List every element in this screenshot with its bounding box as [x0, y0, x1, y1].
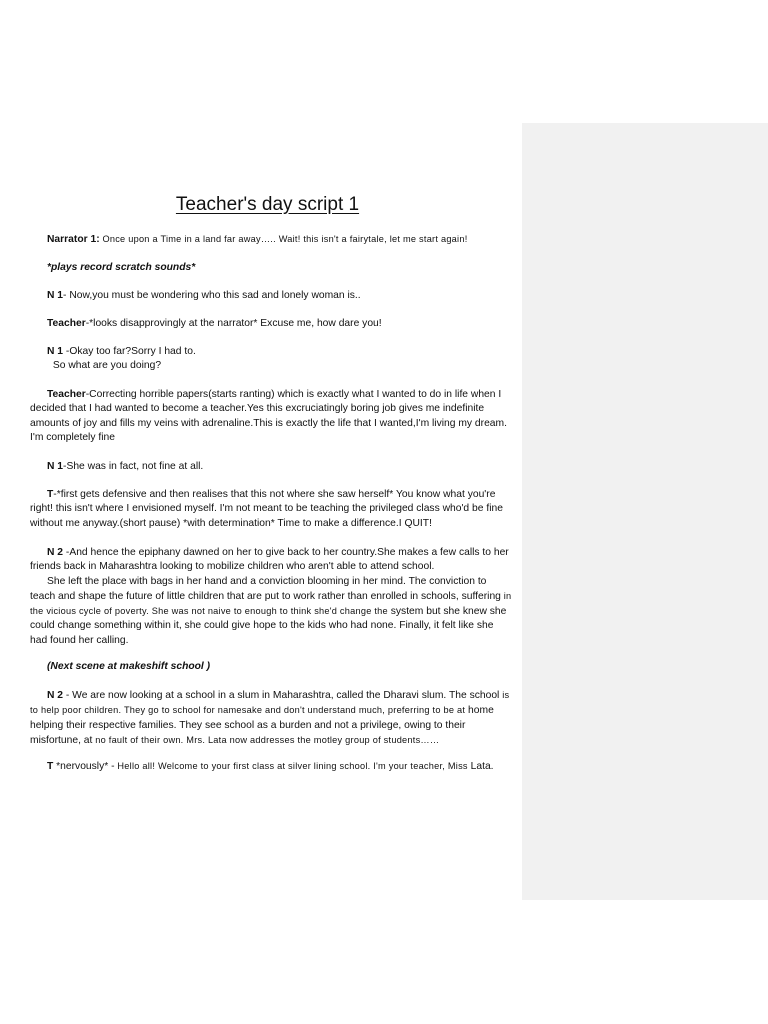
- speaker-label: N 1: [47, 290, 64, 301]
- paragraph-text: *nervously* -: [53, 761, 118, 772]
- paragraph-stage-direction: [30, 261, 512, 275]
- paragraph-text: -She was in fact, not fine at all.: [63, 461, 204, 472]
- paragraph-text: -Correcting horrible papers(starts ranting) which is exactly what I wanted to do in life when I decided that I had wanted to become a teacher.Yes this excruciatingly boring job gives me indefinite amounts of joy and fills my veins with adrenaline.This is exactly the life that I wanted,I'm living my dream. I'm completely fine: [30, 389, 507, 443]
- paragraph-n1-not-fine: [30, 460, 512, 474]
- paragraph-text: -*first gets defensive and then realises that this not where she saw herself* You know what you're right! this isn't where I envisioned myself. I'm not meant to be teaching the privileged class who'd be fine without me anyway.(short pause) *with determination* Time to make a difference.I QUIT!: [30, 489, 503, 529]
- comment-pane: [522, 123, 768, 900]
- paragraph-n2-school: [30, 688, 512, 748]
- speaker-label: N 1: [47, 346, 64, 357]
- speaker-label: Teacher: [47, 389, 86, 400]
- paragraph-text: -*looks disapprovingly at the narrator* Excuse me, how dare you!: [85, 318, 382, 329]
- paragraph-teacher-rant: [30, 388, 512, 445]
- paragraph-text: - Now,you must be wondering who this sad and lonely woman is..: [63, 290, 361, 301]
- paragraph-text: -Okay too far?Sorry I had to.: [63, 346, 196, 357]
- paragraph-text-part4: system but she knew she could change something within it, she could give hope to the kids who had none. Finally, it felt like she had found her calling.: [30, 606, 507, 646]
- paragraph-text-part2: Hello all! Welcome to your first class at silver lining school. I'm your teacher, Miss: [117, 761, 468, 771]
- paragraph-n2-epiphany: [30, 546, 512, 648]
- paragraph-text-part3: in the vicious cycle of poverty. She was not naive to enough to think she'd change the: [30, 590, 512, 617]
- paragraph-narrator-1: [30, 232, 512, 247]
- speaker-label: N 2: [47, 690, 64, 701]
- paragraph-text-part2: is to help poor children. They go to school for namesake and don't understand much, preferring to be at: [30, 690, 510, 716]
- paragraph-text: Once upon a Time in a land far away….. Wait! this isn't a fairytale, let me start again!: [99, 234, 468, 244]
- speaker-label: N 1: [47, 461, 64, 472]
- speaker-label: N 2: [47, 547, 64, 558]
- speaker-label: T: [47, 761, 54, 772]
- stage-direction-text: (Next scene at makeshift school ): [47, 661, 211, 672]
- paragraph-text-part3: Lata.: [467, 761, 494, 772]
- document-title: Teacher's day script 1: [175, 194, 360, 215]
- paragraph-text-part4: no fault of their own. Mrs. Lata now addresses the motley group of students……: [95, 734, 440, 745]
- paragraph-teacher-welcome: [30, 759, 512, 774]
- stage-direction-text: *plays record scratch sounds*: [47, 262, 196, 273]
- paragraph-teacher-1: [30, 317, 512, 331]
- paragraph-n1-intro: [30, 289, 512, 303]
- paragraph-text: -And hence the epiphany dawned on her to give back to her country.She makes a few calls to her friends back in Maharashtra looking to mobilize children who aren't able to attend school.: [30, 547, 509, 573]
- speaker-label: T: [47, 489, 54, 500]
- paragraph-text-part3: home helping their respective families. They see school as a burden and not a privilege, owing to their misfortune, at: [30, 705, 494, 746]
- speaker-label: Narrator 1:: [47, 234, 100, 245]
- speaker-label: Teacher: [47, 318, 86, 329]
- paragraph-n1-sorry: [30, 345, 512, 374]
- paragraph-scene-heading: [30, 660, 512, 674]
- paragraph-text-line2: So what are you doing?: [50, 360, 162, 372]
- paragraph-teacher-quit: [30, 488, 512, 531]
- paragraph-text: - We are now looking at a school in a slum in Maharashtra, called the Dharavi slum. The school: [63, 690, 503, 701]
- paragraph-text-part2: She left the place with bags in her hand and a conviction blooming in her mind. The conviction to teach and shape the future of little children that are put to work rather than enrolled in schools, suffering: [30, 575, 504, 602]
